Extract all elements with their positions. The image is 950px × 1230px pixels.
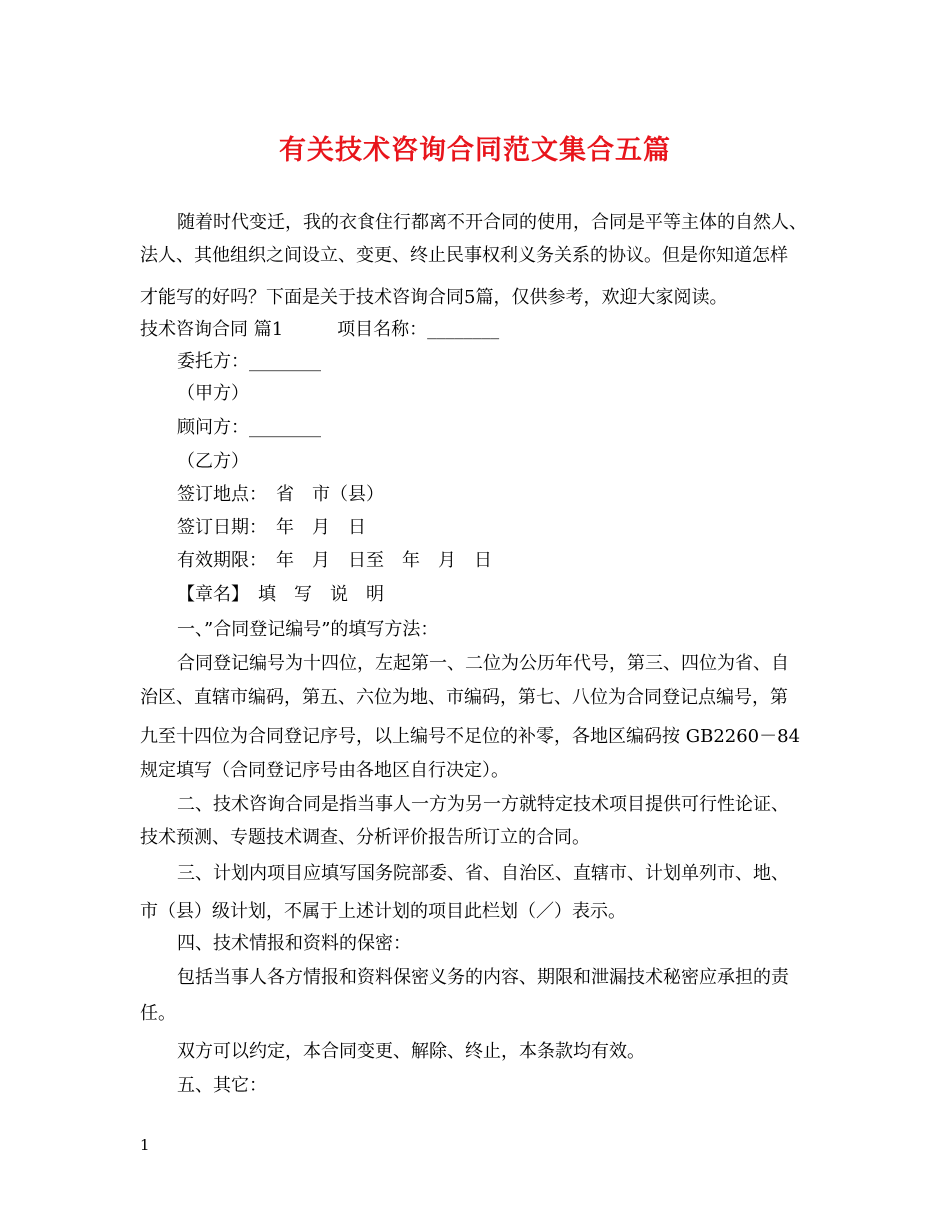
consultant-line: 顾问方：________ bbox=[177, 417, 321, 438]
contract-heading-line: 技术咨询合同 篇1 项目名称：________ bbox=[140, 319, 500, 340]
intro-line-1: 随着时代变迁，我的衣食住行都离不开合同的使用，合同是平等主体的自然人、 bbox=[177, 212, 807, 233]
signing-place-line: 签订地点： 省 市（县） bbox=[177, 484, 384, 505]
party-b-line: （乙方） bbox=[177, 451, 249, 472]
section-3-line-1: 三、计划内项目应填写国务院部委、省、自治区、直辖市、计划单列市、地、 bbox=[177, 863, 789, 884]
chapter-line: 【章名】 填 写 说 明 bbox=[177, 584, 384, 605]
section-1-line-1: 合同登记编号为十四位，左起第一、二位为公历年代号，第三、四位为省、自 bbox=[177, 653, 789, 674]
section-2-line-2: 技术预测、专题技术调查、分析评价报告所订立的合同。 bbox=[140, 827, 590, 848]
section-4-line-3: 双方可以约定，本合同变更、解除、终止，本条款均有效。 bbox=[177, 1041, 645, 1062]
section-4-line-2: 任。 bbox=[140, 1003, 176, 1024]
section-1-heading: 一、”合同登记编号”的填写方法： bbox=[177, 619, 439, 640]
section-1-line-3: 九至十四位为合同登记序号，以上编号不足位的补零，各地区编码按 GB2260－84 bbox=[140, 726, 801, 747]
section-1-line-4: 规定填写（合同登记序号由各地区自行决定）。 bbox=[140, 760, 509, 781]
party-a-line: （甲方） bbox=[177, 383, 249, 404]
page-number: 1 bbox=[140, 1136, 150, 1154]
section-1-line-2: 治区、直辖市编码，第五、六位为地、市编码，第七、八位为合同登记点编号，第 bbox=[140, 687, 788, 708]
client-line: 委托方：________ bbox=[177, 351, 321, 372]
section-2-line-1: 二、技术咨询合同是指当事人一方为另一方就特定技术项目提供可行性论证、 bbox=[177, 794, 789, 815]
section-4-heading: 四、技术情报和资料的保密： bbox=[177, 933, 411, 954]
document-title: 有关技术咨询合同范文集合五篇 bbox=[279, 135, 671, 166]
signing-date-line: 签订日期： 年 月 日 bbox=[177, 517, 366, 538]
validity-line: 有效期限： 年 月 日至 年 月 日 bbox=[177, 550, 492, 571]
section-5-heading: 五、其它： bbox=[177, 1075, 267, 1096]
section-4-line-1: 包括当事人各方情报和资料保密义务的内容、期限和泄漏技术秘密应承担的责 bbox=[177, 967, 789, 988]
section-3-line-2: 市（县）级计划，不属于上述计划的项目此栏划（／）表示。 bbox=[140, 901, 626, 922]
intro-line-3: 才能写的好吗？下面是关于技术咨询合同5篇，仅供参考，欢迎大家阅读。 bbox=[140, 287, 728, 308]
intro-line-2: 法人、其他组织之间设立、变更、终止民事权利义务关系的协议。但是你知道怎样 bbox=[140, 245, 788, 266]
